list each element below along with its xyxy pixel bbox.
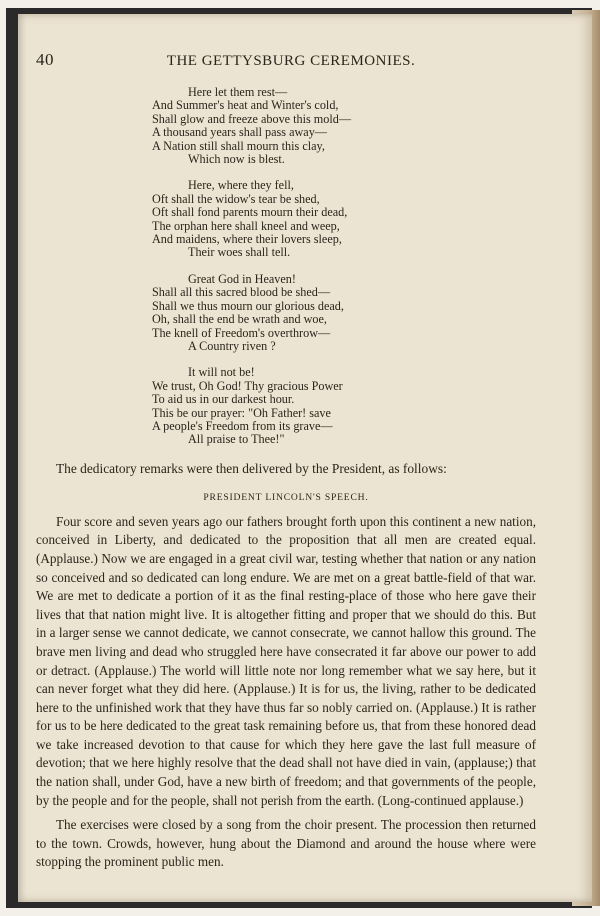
poem-line: Oh, shall the end be wrath and woe, (152, 312, 327, 327)
page-content (36, 50, 536, 872)
poem-line: All praise to Thee!" (188, 432, 285, 447)
speech-heading: PRESIDENT LINCOLN'S SPEECH. (203, 491, 369, 503)
poem-line: This be our prayer: "Oh Father! save (152, 405, 331, 420)
poem-line: Oft shall fond parents mourn their dead, (152, 205, 348, 220)
poem-line: A Nation still shall mourn this clay, (152, 138, 325, 153)
running-head (36, 50, 536, 70)
poem-line: Great God in Heaven! (188, 271, 296, 286)
poem-line: Here, where they fell, (188, 178, 294, 193)
poem-line: Their woes shall tell. (188, 245, 291, 260)
poem-line: It will not be! (188, 365, 255, 380)
poem-line: We trust, Oh God! Thy gracious Power (152, 378, 343, 393)
poem-line: A thousand years shall pass away— (152, 125, 327, 140)
poem-line: Shall all this sacred blood be shed— (152, 285, 331, 300)
poem-line: And Summer's heat and Winter's cold, (152, 98, 339, 113)
poem-line: Shall we thus mourn our glorious dead, (152, 298, 344, 313)
poem-stanza (152, 273, 536, 353)
poem-stanza (152, 86, 536, 166)
poem-line: A people's Freedom from its grave— (152, 418, 333, 433)
poem-line: To aid us in our darkest hour. (152, 392, 295, 407)
closing-paragraph: The exercises were closed by a song from the choir present. The procession then returned to the town. Crowds, however, hung about the Diamond and around the house where were stopping the prominent public men. (36, 817, 536, 870)
poem-line: Which now is blest. (188, 152, 285, 167)
poem-line: The orphan here shall kneel and weep, (152, 218, 340, 233)
poem-line: Oft shall the widow's tear be shed, (152, 191, 320, 206)
intro-line: The dedicatory remarks were then delivered by the President, as follows: (56, 460, 447, 476)
poem-stanza (152, 179, 536, 259)
running-title: THE GETTYSBURG CEREMONIES. (166, 53, 416, 69)
poem-line: The knell of Freedom's overthrow— (152, 325, 331, 340)
poem-line: A Country riven ? (188, 338, 276, 353)
poem-line: Shall glow and freeze above this mold— (152, 111, 352, 126)
speech-body (36, 513, 536, 872)
poem-stanza (152, 366, 536, 446)
page-number: 40 (36, 50, 54, 69)
speech-paragraph: Four score and seven years ago our fathers brought forth upon this continent a new nation, conceived in Liberty, and dedicated to the proposition that all men are created equal. (Applause.) Now we are engaged in a great civil war, testing whether that nation or any nation so conceived and so dedicated can long endure. We are met on a great battle-field of that war. We are met to dedicate a portion of it as the final resting-place of those who here gave their lives that that nation might live. It is altogether fitting and proper that we should do this. But in a larger sense we cannot dedicate, we cannot consecrate, we cannot hallow this ground. The brave men living and dead who struggled here have consecrated it far above our power to add or detract. (Applause.) The world will little note nor long remember what we say here, but it can never forget what they did here. (Applause.) It is for us, the living, rather to be dedicated here to the unfinished work that they have thus far so nobly carried on. (Applause.) It is rather for us to be here dedicated to the great task remaining before us, that from these honored dead we take increased devotion to that cause for which they here gave the last full measure of devotion; that we here highly resolve that the dead shall not have died in vain, (applause;) that the nation shall, under God, have a new birth of freedom; and that governments of the people, by the people and for the people, shall not perish from the earth. (Long-continued applause.) (36, 513, 536, 808)
poem-line: Here let them rest— (188, 85, 288, 99)
poem (152, 86, 536, 447)
poem-line: And maidens, where their lovers sleep, (152, 232, 342, 247)
